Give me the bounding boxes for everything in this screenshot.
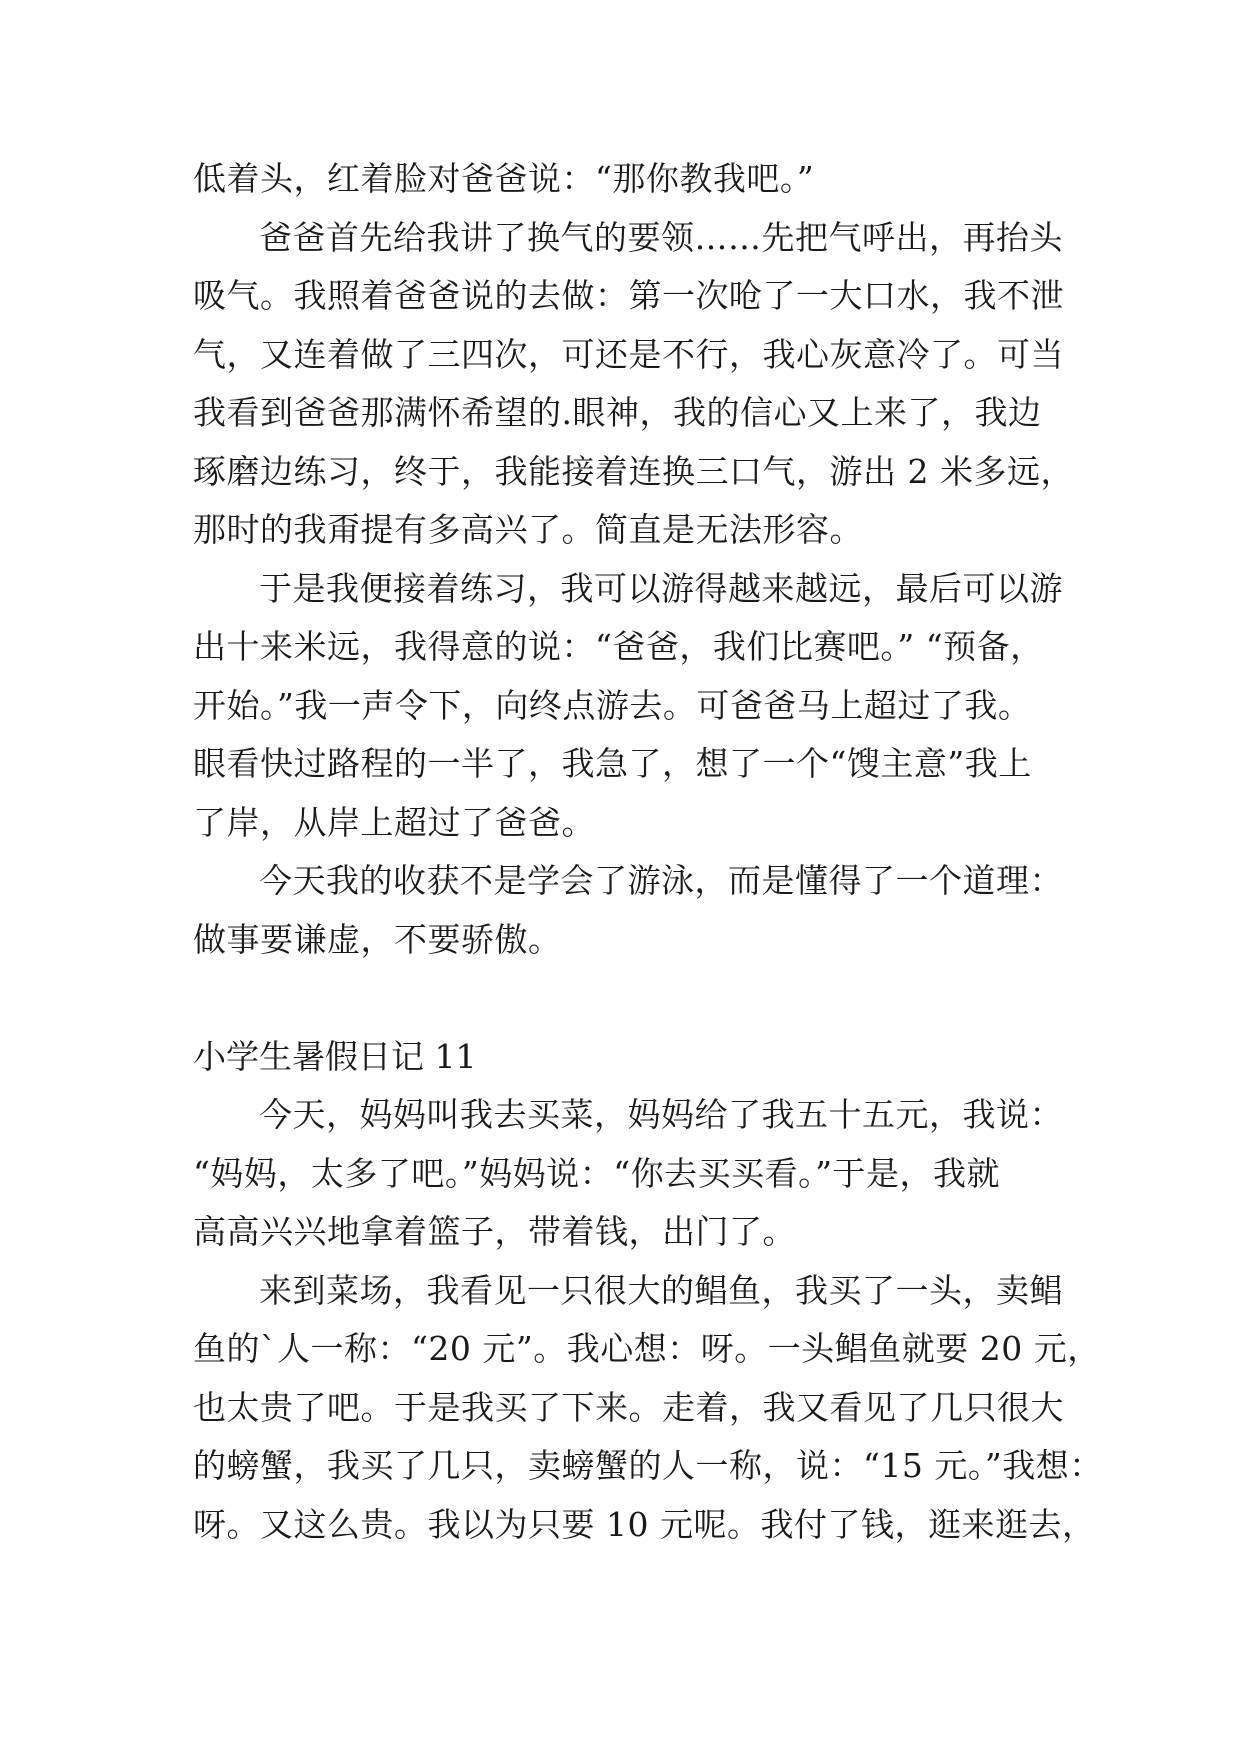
diary-heading: 小学生暑假日记 11: [193, 1036, 477, 1076]
text-line: 低着头，红着脸对爸爸说：“那你教我吧。”: [193, 159, 815, 198]
text-line: 也太贵了吧。于是我买了下来。走着，我又看见了几只很大: [193, 1387, 1064, 1427]
paragraph-first-line: 今天，妈妈叫我去买菜，妈妈给了我五十五元，我说：: [259, 1095, 1063, 1134]
paragraph-first-line: 今天我的收获不是学会了游泳，而是懂得了一个道理：: [259, 861, 1063, 900]
text-line: 气，又连着做了三四次，可还是不行，我心灰意冷了。可当: [193, 334, 1064, 374]
paragraph-first-line: 于是我便接着练习，我可以游得越来越远，最后可以游: [259, 568, 1063, 608]
text-line: 我看到爸爸那满怀希望的.眼神，我的信心又上来了，我边: [193, 393, 1042, 432]
text-line: 了岸，从岸上超过了爸爸。: [193, 802, 595, 842]
text-line: 的螃蟹，我买了几只，卖螃蟹的人一称，说：“15 元。”我想：: [193, 1446, 1103, 1485]
text-line: 高高兴兴地拿着篮子，带着钱，出门了。: [193, 1212, 796, 1251]
text-line: 出十来米远，我得意的说：“爸爸，我们比赛吧。” “预备，: [193, 627, 1044, 666]
text-line: 鱼的`人一称：“20 元”。我心想：呀。一头鲳鱼就要 20 元，: [193, 1329, 1101, 1368]
section-spacer: [193, 969, 1065, 1028]
text-line: 呀。又这么贵。我以为只要 10 元呢。我付了钱，逛来逛去，: [193, 1504, 1096, 1544]
text-line: “妈妈，太多了吧。”妈妈说：“你去买买看。”于是，我就: [193, 1153, 1000, 1193]
document-page: [193, 150, 1103, 1554]
text-line: 眼看快过路程的一半了，我急了，想了一个“馊主意”我上: [193, 744, 1032, 783]
text-line: 吸气。我照着爸爸说的去做：第一次呛了一大口水，我不泄: [193, 276, 1064, 315]
paragraph-first-line: 来到菜场，我看见一只很大的鲳鱼，我买了一头，卖鲳: [259, 1270, 1063, 1310]
text-line: 开始。”我一声令下，向终点游去。可爸爸马上超过了我。: [193, 685, 1032, 725]
text-line: 那时的我甭提有多高兴了。简直是无法形容。: [193, 510, 863, 549]
paragraph-first-line: 爸爸首先给我讲了换气的要领……先把气呼出，再抬头: [259, 217, 1063, 257]
text-line: 琢磨边练习，终于，我能接着连换三口气，游出 2 米多远，: [193, 451, 1074, 491]
text-line: 做事要谦虚，不要骄傲。: [193, 919, 562, 959]
